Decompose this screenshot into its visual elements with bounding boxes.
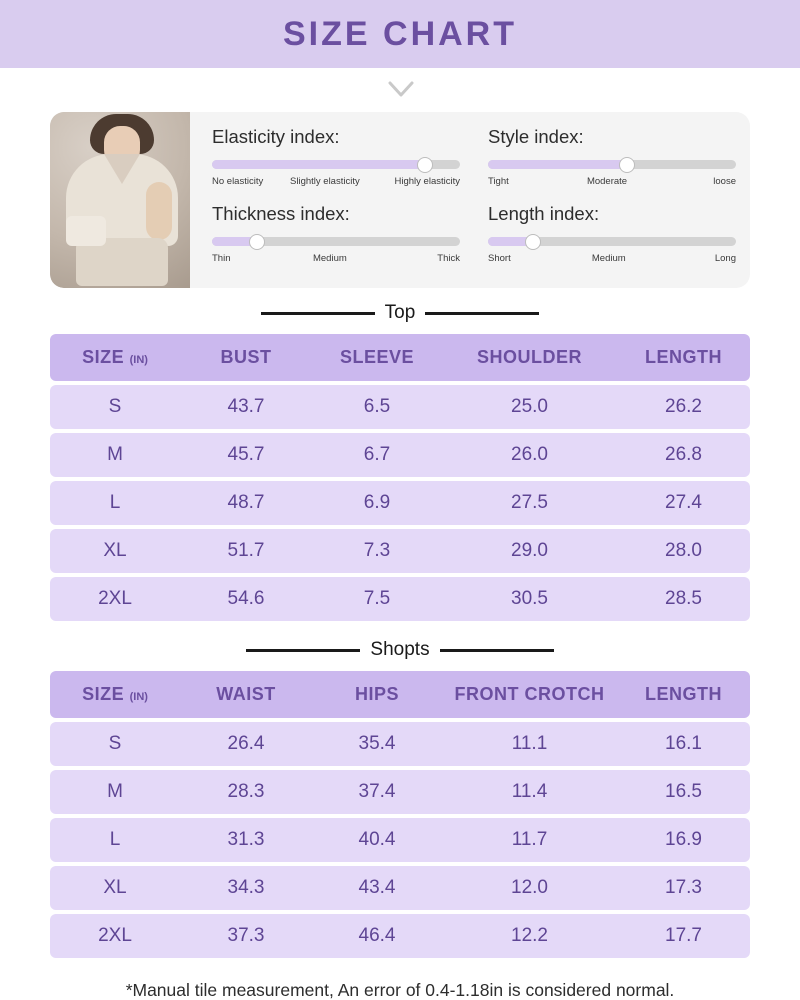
divider-line-right: [440, 649, 554, 652]
tick-label: No elasticity: [212, 176, 264, 187]
elasticity-ticks: [212, 176, 460, 187]
cell-length: 27.4: [617, 481, 750, 525]
table-header-row: [50, 671, 750, 718]
table-row: [50, 433, 750, 477]
cell-hips: 43.4: [312, 866, 442, 910]
tick-label: Tight: [488, 176, 509, 187]
tick-label: Medium: [591, 253, 626, 264]
table-row: [50, 818, 750, 862]
cell-bust: 54.6: [180, 577, 312, 621]
size-table-top: [50, 330, 750, 625]
cell-length: 26.8: [617, 433, 750, 477]
cell-bust: 45.7: [180, 433, 312, 477]
tick-label: Slightly elasticity: [290, 176, 360, 187]
tick-label: Thin: [212, 253, 231, 264]
thickness-ticks: [212, 253, 460, 264]
elasticity-slider-knob[interactable]: [417, 157, 433, 173]
cell-hips: 40.4: [312, 818, 442, 862]
tick-label: Moderate: [586, 176, 628, 187]
thickness-slider[interactable]: [212, 237, 460, 246]
elasticity-index-label: Elasticity index:: [212, 126, 340, 147]
section-title-shorts: Shopts: [370, 639, 430, 660]
cell-front-crotch: 12.0: [442, 866, 617, 910]
cell-size: 2XL: [50, 577, 180, 621]
style-slider[interactable]: [488, 160, 736, 169]
cell-length: 17.7: [617, 914, 750, 958]
cell-size: M: [50, 433, 180, 477]
table-header-row: [50, 334, 750, 381]
column-header-bust: BUST: [180, 334, 312, 381]
length-index-label: Length index:: [488, 203, 600, 224]
unit-label: (IN): [129, 354, 148, 366]
cell-sleeve: 7.3: [312, 529, 442, 573]
page-header: [0, 0, 800, 68]
cell-shoulder: 26.0: [442, 433, 617, 477]
chevron-container: [0, 68, 800, 108]
cell-sleeve: 6.5: [312, 385, 442, 429]
cell-waist: 37.3: [180, 914, 312, 958]
cell-size: S: [50, 722, 180, 766]
table-row: [50, 385, 750, 429]
cell-length: 28.5: [617, 577, 750, 621]
table-row: [50, 914, 750, 958]
table-row: [50, 866, 750, 910]
index-panel: [50, 112, 750, 288]
cell-size: XL: [50, 866, 180, 910]
chevron-down-icon: [388, 81, 412, 95]
tick-label: Thick: [437, 253, 460, 264]
column-header-front-crotch: FRONT CROTCH: [442, 671, 617, 718]
thickness-index: [212, 203, 460, 278]
cell-size: S: [50, 385, 180, 429]
cell-sleeve: 7.5: [312, 577, 442, 621]
length-index: [488, 203, 736, 278]
elasticity-index: [212, 126, 460, 201]
table-row: [50, 722, 750, 766]
length-slider-knob[interactable]: [525, 234, 541, 250]
tick-label: Short: [488, 253, 511, 264]
cell-shoulder: 29.0: [442, 529, 617, 573]
cell-bust: 48.7: [180, 481, 312, 525]
divider-line-left: [246, 649, 360, 652]
section-title-top: Top: [384, 302, 416, 323]
product-photo: [50, 112, 190, 288]
cell-waist: 28.3: [180, 770, 312, 814]
cell-waist: 34.3: [180, 866, 312, 910]
column-header-size: SIZE (IN): [50, 671, 180, 718]
tick-label: Long: [714, 253, 736, 264]
cell-hips: 35.4: [312, 722, 442, 766]
tick-label: loose: [713, 176, 736, 187]
cell-front-crotch: 11.4: [442, 770, 617, 814]
table-row: [50, 529, 750, 573]
size-table-shorts: [50, 667, 750, 962]
column-header-length: LENGTH: [617, 671, 750, 718]
length-slider[interactable]: [488, 237, 736, 246]
style-ticks: [488, 176, 736, 187]
page-title: SIZE CHART: [283, 14, 517, 53]
cell-length: 16.5: [617, 770, 750, 814]
cell-bust: 43.7: [180, 385, 312, 429]
cell-size: L: [50, 481, 180, 525]
cell-shoulder: 30.5: [442, 577, 617, 621]
elasticity-slider[interactable]: [212, 160, 460, 169]
cell-hips: 46.4: [312, 914, 442, 958]
index-grid: [190, 112, 750, 288]
column-header-length: LENGTH: [617, 334, 750, 381]
measurement-footnote: *Manual tile measurement, An error of 0.4-1.18in is considered normal.: [125, 980, 675, 1000]
cell-waist: 26.4: [180, 722, 312, 766]
cell-front-crotch: 11.7: [442, 818, 617, 862]
cell-length: 28.0: [617, 529, 750, 573]
style-index-label: Style index:: [488, 126, 584, 147]
section-divider-top: [0, 302, 800, 324]
divider-line-left: [261, 312, 375, 315]
cell-front-crotch: 12.2: [442, 914, 617, 958]
column-header-waist: WAIST: [180, 671, 312, 718]
style-index: [488, 126, 736, 201]
cell-sleeve: 6.9: [312, 481, 442, 525]
cell-length: 16.9: [617, 818, 750, 862]
tick-label: Medium: [312, 253, 347, 264]
cell-front-crotch: 11.1: [442, 722, 617, 766]
cell-size: L: [50, 818, 180, 862]
cell-length: 26.2: [617, 385, 750, 429]
style-slider-knob[interactable]: [619, 157, 635, 173]
column-header-hips: HIPS: [312, 671, 442, 718]
divider-line-right: [425, 312, 539, 315]
cell-size: 2XL: [50, 914, 180, 958]
cell-size: XL: [50, 529, 180, 573]
cell-bust: 51.7: [180, 529, 312, 573]
length-ticks: [488, 253, 736, 264]
column-header-sleeve: SLEEVE: [312, 334, 442, 381]
section-divider-shorts: [0, 639, 800, 661]
table-row: [50, 770, 750, 814]
cell-waist: 31.3: [180, 818, 312, 862]
table-row: [50, 577, 750, 621]
cell-hips: 37.4: [312, 770, 442, 814]
cell-shoulder: 25.0: [442, 385, 617, 429]
cell-sleeve: 6.7: [312, 433, 442, 477]
thickness-index-label: Thickness index:: [212, 203, 350, 224]
cell-size: M: [50, 770, 180, 814]
thickness-slider-knob[interactable]: [249, 234, 265, 250]
tick-label: Highly elasticity: [394, 176, 460, 187]
cell-length: 16.1: [617, 722, 750, 766]
cell-length: 17.3: [617, 866, 750, 910]
cell-shoulder: 27.5: [442, 481, 617, 525]
column-header-shoulder: SHOULDER: [442, 334, 617, 381]
table-row: [50, 481, 750, 525]
column-header-size: SIZE (IN): [50, 334, 180, 381]
unit-label: (IN): [129, 691, 148, 703]
